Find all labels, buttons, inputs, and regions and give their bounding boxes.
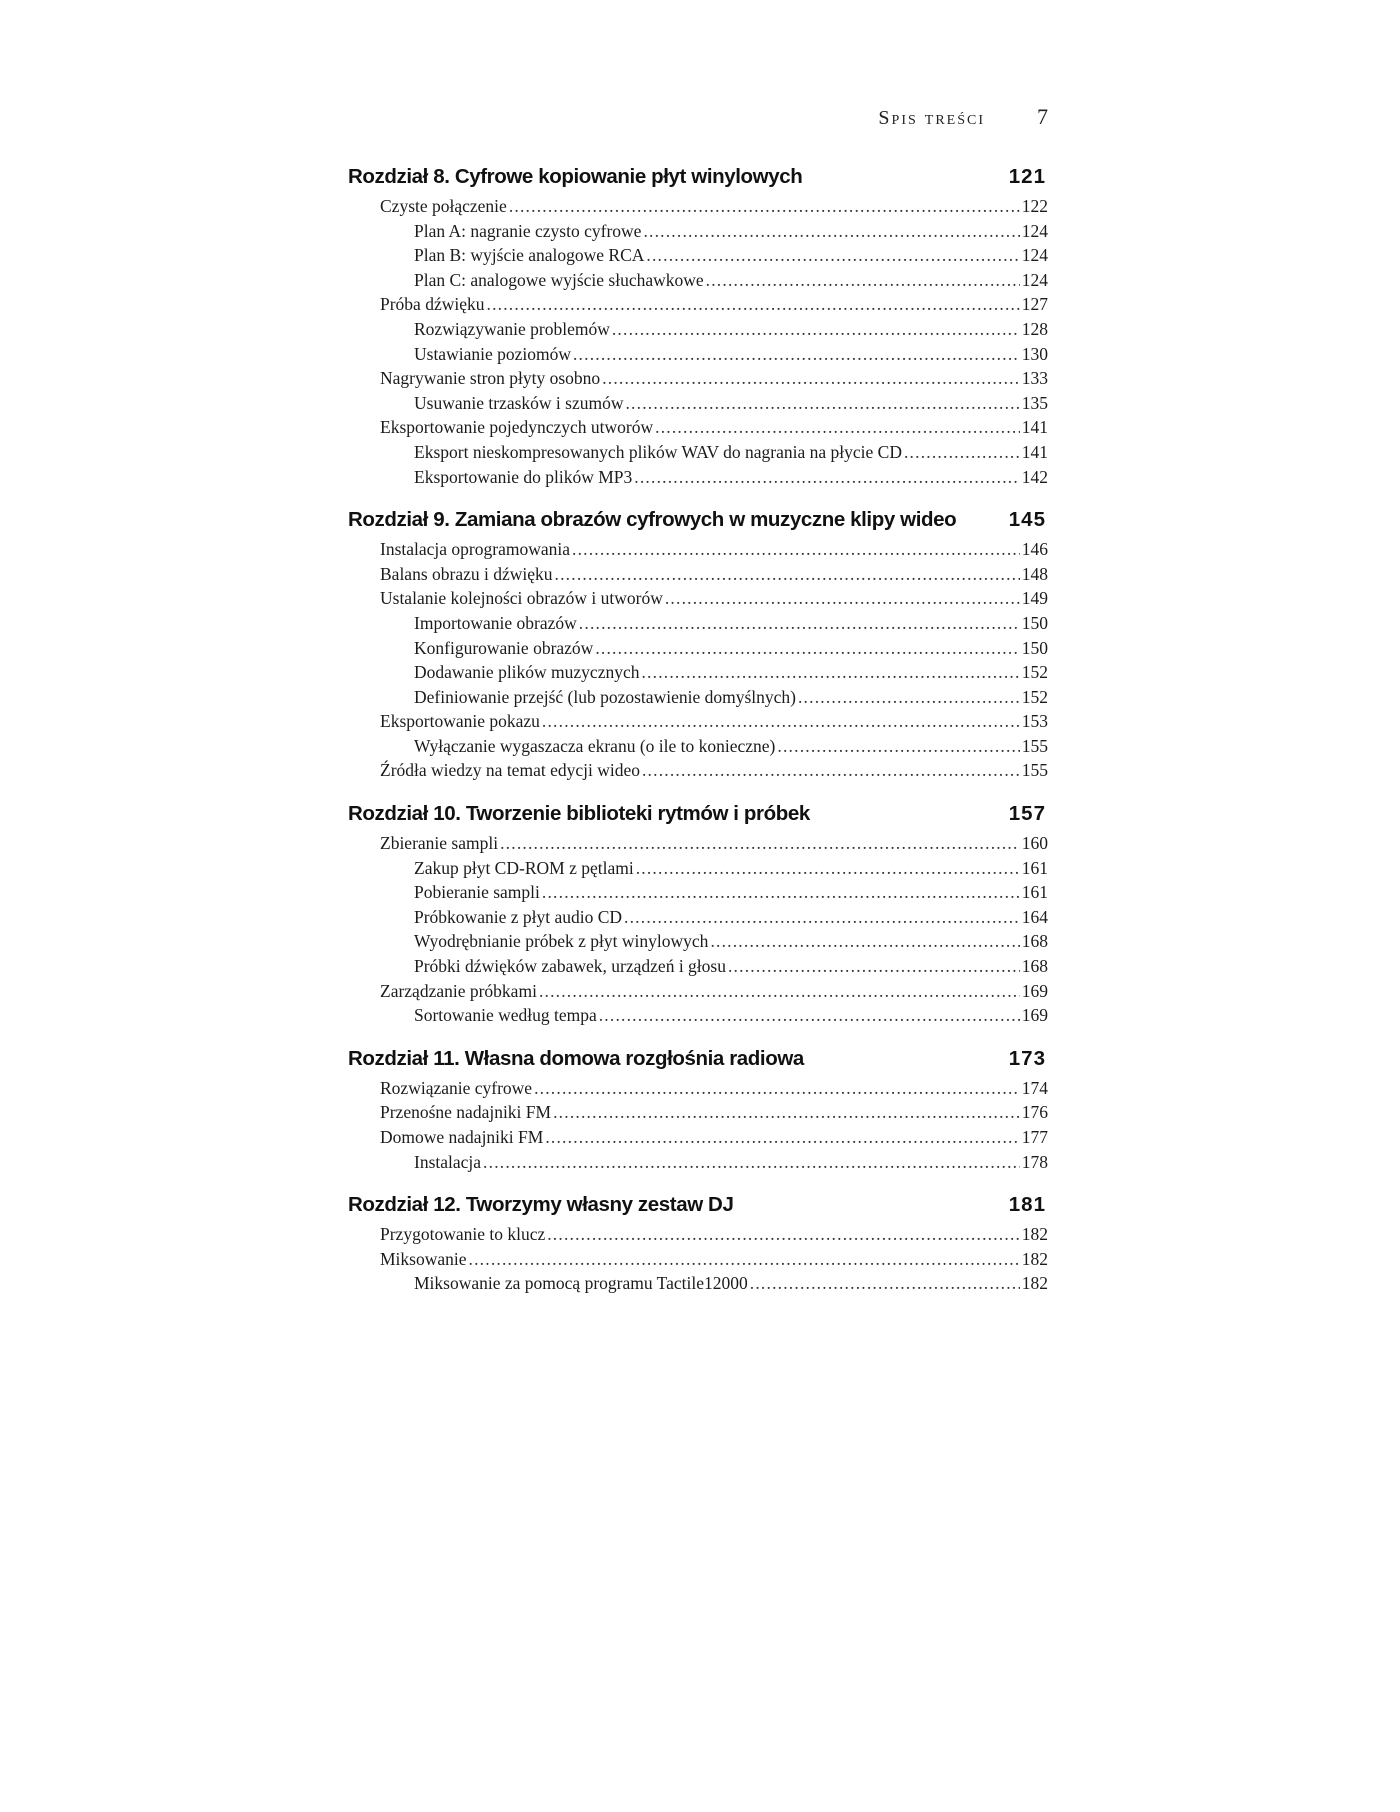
- entry-label: Importowanie obrazów: [414, 612, 577, 633]
- dot-leader: [728, 954, 1020, 979]
- toc-section-entry: [348, 415, 1048, 440]
- entry-label: Ustalanie kolejności obrazów i utworów: [380, 588, 663, 609]
- entry-label: Próbkowanie z płyt audio CD: [414, 906, 623, 927]
- entry-page-number: 177: [1021, 1127, 1048, 1147]
- entry-label: Przenośne nadajniki FM: [380, 1102, 552, 1123]
- entry-page-number: 155: [1021, 760, 1048, 781]
- entry-page-number: 182: [1021, 1224, 1048, 1245]
- dot-leader: [469, 1247, 1020, 1272]
- entry-page-number: 150: [1021, 612, 1048, 633]
- running-head-title: Spis treści: [878, 107, 985, 129]
- entry-label: Ustawianie poziomów: [414, 343, 571, 364]
- dot-leader: [904, 440, 1020, 465]
- entry-page-number: 176: [1021, 1102, 1048, 1123]
- toc-subsection-entry: [348, 317, 1048, 342]
- dot-leader: [665, 586, 1020, 611]
- entry-label: Instalacja: [414, 1151, 482, 1172]
- entry-label: Zbieranie sampli: [380, 833, 499, 854]
- chapter-heading: [348, 799, 1048, 829]
- toc-section-entry: [348, 979, 1048, 1004]
- entry-page-number: 135: [1021, 392, 1048, 413]
- toc-section-entry: [348, 831, 1048, 856]
- dot-leader: [542, 709, 1020, 734]
- dot-leader: [642, 758, 1020, 783]
- entry-label: Domowe nadajniki FM: [380, 1127, 544, 1147]
- entry-label: Plan A: nagranie czysto cyfrowe: [414, 220, 642, 241]
- entry-page-number: 141: [1021, 417, 1048, 438]
- entry-page-number: 182: [1021, 1248, 1048, 1269]
- dot-leader: [777, 734, 1019, 759]
- toc-subsection-entry: [348, 954, 1048, 979]
- toc-section-entry: [348, 1125, 1048, 1150]
- entry-page-number: 164: [1021, 906, 1048, 927]
- entry-label: Plan C: analogowe wyjście słuchawkowe: [414, 269, 704, 290]
- entry-page-number: 182: [1021, 1273, 1048, 1294]
- dot-leader: [572, 537, 1020, 562]
- entry-page-number: 124: [1021, 245, 1048, 266]
- dot-leader: [602, 366, 1020, 391]
- chapter-heading: [348, 1190, 1048, 1220]
- toc-section-entry: [348, 1100, 1048, 1125]
- entry-page-number: 168: [1021, 931, 1048, 952]
- entry-page-number: 153: [1021, 711, 1048, 732]
- entry-page-number: 149: [1021, 588, 1048, 609]
- entry-page-number: 128: [1021, 318, 1048, 339]
- toc-section-entry: [348, 586, 1048, 611]
- toc-subsection-entry: [348, 880, 1048, 905]
- entry-label: Plan B: wyjście analogowe RCA: [414, 245, 645, 266]
- dot-leader: [643, 219, 1019, 244]
- entry-label: Miksowanie: [380, 1248, 467, 1269]
- toc-section-entry: [348, 366, 1048, 391]
- chapter-page-number: 181: [1008, 1193, 1046, 1217]
- entry-page-number: 152: [1021, 662, 1048, 683]
- dot-leader: [553, 1100, 1020, 1125]
- entry-label: Rozwiązanie cyfrowe: [380, 1077, 533, 1098]
- toc-subsection-entry: [348, 660, 1048, 685]
- chapter-title: Rozdział 10. Tworzenie biblioteki rytmów i próbek: [348, 802, 810, 826]
- entry-page-number: 161: [1021, 857, 1048, 878]
- toc-subsection-entry: [348, 243, 1048, 268]
- entry-label: Rozwiązywanie problemów: [414, 318, 610, 339]
- chapter-title: Rozdział 12. Tworzymy własny zestaw DJ: [348, 1193, 734, 1217]
- entry-label: Eksportowanie do plików MP3: [414, 466, 633, 487]
- chapter-page-number: 157: [1008, 802, 1046, 826]
- toc-section-entry: [348, 1076, 1048, 1101]
- dot-leader: [487, 292, 1020, 317]
- toc-section-entry: [348, 537, 1048, 562]
- entry-label: Usuwanie trzasków i szumów: [414, 392, 624, 413]
- dot-leader: [573, 342, 1020, 367]
- toc-subsection-entry: [348, 1150, 1048, 1175]
- dot-leader: [483, 1150, 1020, 1175]
- entry-label: Zakup płyt CD-ROM z pętlami: [414, 857, 634, 878]
- toc-section-entry: [348, 1247, 1048, 1272]
- entry-page-number: 174: [1021, 1077, 1048, 1098]
- entry-label: Konfigurowanie obrazów: [414, 637, 594, 658]
- entry-label: Dodawanie plików muzycznych: [414, 662, 640, 683]
- entry-page-number: 150: [1021, 637, 1048, 658]
- entry-label: Czyste połączenie: [380, 196, 507, 216]
- toc-subsection-entry: [348, 1271, 1048, 1296]
- dot-leader: [534, 1076, 1020, 1101]
- entry-page-number: 142: [1021, 466, 1048, 487]
- dot-leader: [539, 979, 1020, 1004]
- page-number: 7: [1037, 104, 1048, 129]
- chapter-page-number: 173: [1008, 1046, 1046, 1070]
- entry-label: Zarządzanie próbkami: [380, 980, 537, 1001]
- entry-label: Próbki dźwięków zabawek, urządzeń i głosu: [414, 956, 726, 977]
- entry-page-number: 160: [1021, 833, 1048, 854]
- dot-leader: [750, 1271, 1020, 1296]
- dot-leader: [555, 562, 1020, 587]
- entry-page-number: 127: [1021, 294, 1048, 315]
- toc-subsection-entry: [348, 856, 1048, 881]
- dot-leader: [646, 243, 1019, 268]
- dot-leader: [542, 880, 1020, 905]
- dot-leader: [798, 685, 1020, 710]
- entry-label: Próba dźwięku: [380, 294, 485, 315]
- toc-subsection-entry: [348, 929, 1048, 954]
- dot-leader: [545, 1125, 1019, 1150]
- dot-leader: [655, 415, 1020, 440]
- entry-label: Wyodrębnianie próbek z płyt winylowych: [414, 931, 709, 952]
- entry-label: Eksport nieskompresowanych plików WAV do nagrania na płycie CD: [414, 441, 902, 462]
- entry-page-number: 152: [1021, 686, 1048, 707]
- dot-leader: [547, 1222, 1020, 1247]
- dot-leader: [636, 856, 1020, 881]
- entry-label: Przygotowanie to klucz: [380, 1224, 546, 1245]
- chapter-page-number: 145: [1008, 508, 1046, 532]
- toc-section-entry: [348, 758, 1048, 783]
- entry-label: Instalacja oprogramowania: [380, 539, 570, 560]
- dot-leader: [625, 391, 1019, 416]
- entry-label: Miksowanie za pomocą programu Tactile12000: [414, 1273, 748, 1294]
- dot-leader: [500, 831, 1020, 856]
- chapter-title: Rozdział 11. Własna domowa rozgłośnia radiowa: [348, 1046, 804, 1070]
- entry-page-number: 161: [1021, 882, 1048, 903]
- toc-subsection-entry: [348, 685, 1048, 710]
- chapter-heading: [348, 1044, 1048, 1074]
- table-of-contents: [348, 162, 1048, 1296]
- entry-page-number: 133: [1021, 368, 1048, 389]
- toc-subsection-entry: [348, 1003, 1048, 1028]
- toc-subsection-entry: [348, 611, 1048, 636]
- entry-label: Nagrywanie stron płyty osobno: [380, 368, 601, 389]
- toc-section-entry: [348, 1222, 1048, 1247]
- entry-page-number: 124: [1021, 269, 1048, 290]
- entry-page-number: 130: [1021, 343, 1048, 364]
- toc-section-entry: [348, 562, 1048, 587]
- entry-page-number: 146: [1021, 539, 1048, 560]
- entry-label: Pobieranie sampli: [414, 882, 540, 903]
- entry-page-number: 155: [1021, 735, 1048, 756]
- dot-leader: [595, 636, 1019, 661]
- entry-page-number: 169: [1021, 980, 1048, 1001]
- dot-leader: [624, 905, 1020, 930]
- dot-leader: [579, 611, 1020, 636]
- toc-subsection-entry: [348, 734, 1048, 759]
- dot-leader: [612, 317, 1020, 342]
- entry-page-number: 124: [1021, 220, 1048, 241]
- entry-page-number: 168: [1021, 956, 1048, 977]
- toc-subsection-entry: [348, 440, 1048, 465]
- toc-section-entry: [348, 292, 1048, 317]
- entry-label: Definiowanie przejść (lub pozostawienie domyślnych): [414, 686, 796, 707]
- entry-label: Źródła wiedzy na temat edycji wideo: [380, 760, 640, 781]
- entry-label: Sortowanie według tempa: [414, 1005, 597, 1026]
- toc-subsection-entry: [348, 268, 1048, 293]
- chapter-heading: [348, 505, 1048, 535]
- chapter-title: Rozdział 8. Cyfrowe kopiowanie płyt winylowych: [348, 165, 803, 188]
- entry-page-number: 122: [1021, 196, 1048, 216]
- toc-section-entry: [348, 194, 1048, 219]
- toc-section-entry: [348, 709, 1048, 734]
- entry-label: Balans obrazu i dźwięku: [380, 563, 553, 584]
- chapter-page-number: 121: [1008, 165, 1046, 188]
- toc-subsection-entry: [348, 219, 1048, 244]
- chapter-title: Rozdział 9. Zamiana obrazów cyfrowych w muzyczne klipy wideo: [348, 508, 957, 532]
- running-head: [878, 104, 1048, 130]
- toc-subsection-entry: [348, 636, 1048, 661]
- toc-subsection-entry: [348, 391, 1048, 416]
- entry-page-number: 148: [1021, 563, 1048, 584]
- toc-subsection-entry: [348, 465, 1048, 490]
- entry-label: Eksportowanie pojedynczych utworów: [380, 417, 654, 438]
- dot-leader: [710, 929, 1019, 954]
- toc-subsection-entry: [348, 342, 1048, 367]
- dot-leader: [706, 268, 1020, 293]
- entry-page-number: 178: [1021, 1151, 1048, 1172]
- entry-label: Wyłączanie wygaszacza ekranu (o ile to konieczne): [414, 735, 776, 756]
- dot-leader: [634, 465, 1019, 490]
- toc-subsection-entry: [348, 905, 1048, 930]
- dot-leader: [641, 660, 1019, 685]
- dot-leader: [509, 194, 1020, 219]
- dot-leader: [599, 1003, 1020, 1028]
- chapter-heading: [348, 162, 1048, 192]
- entry-page-number: 141: [1021, 441, 1048, 462]
- entry-page-number: 169: [1021, 1005, 1048, 1026]
- entry-label: Eksportowanie pokazu: [380, 711, 540, 732]
